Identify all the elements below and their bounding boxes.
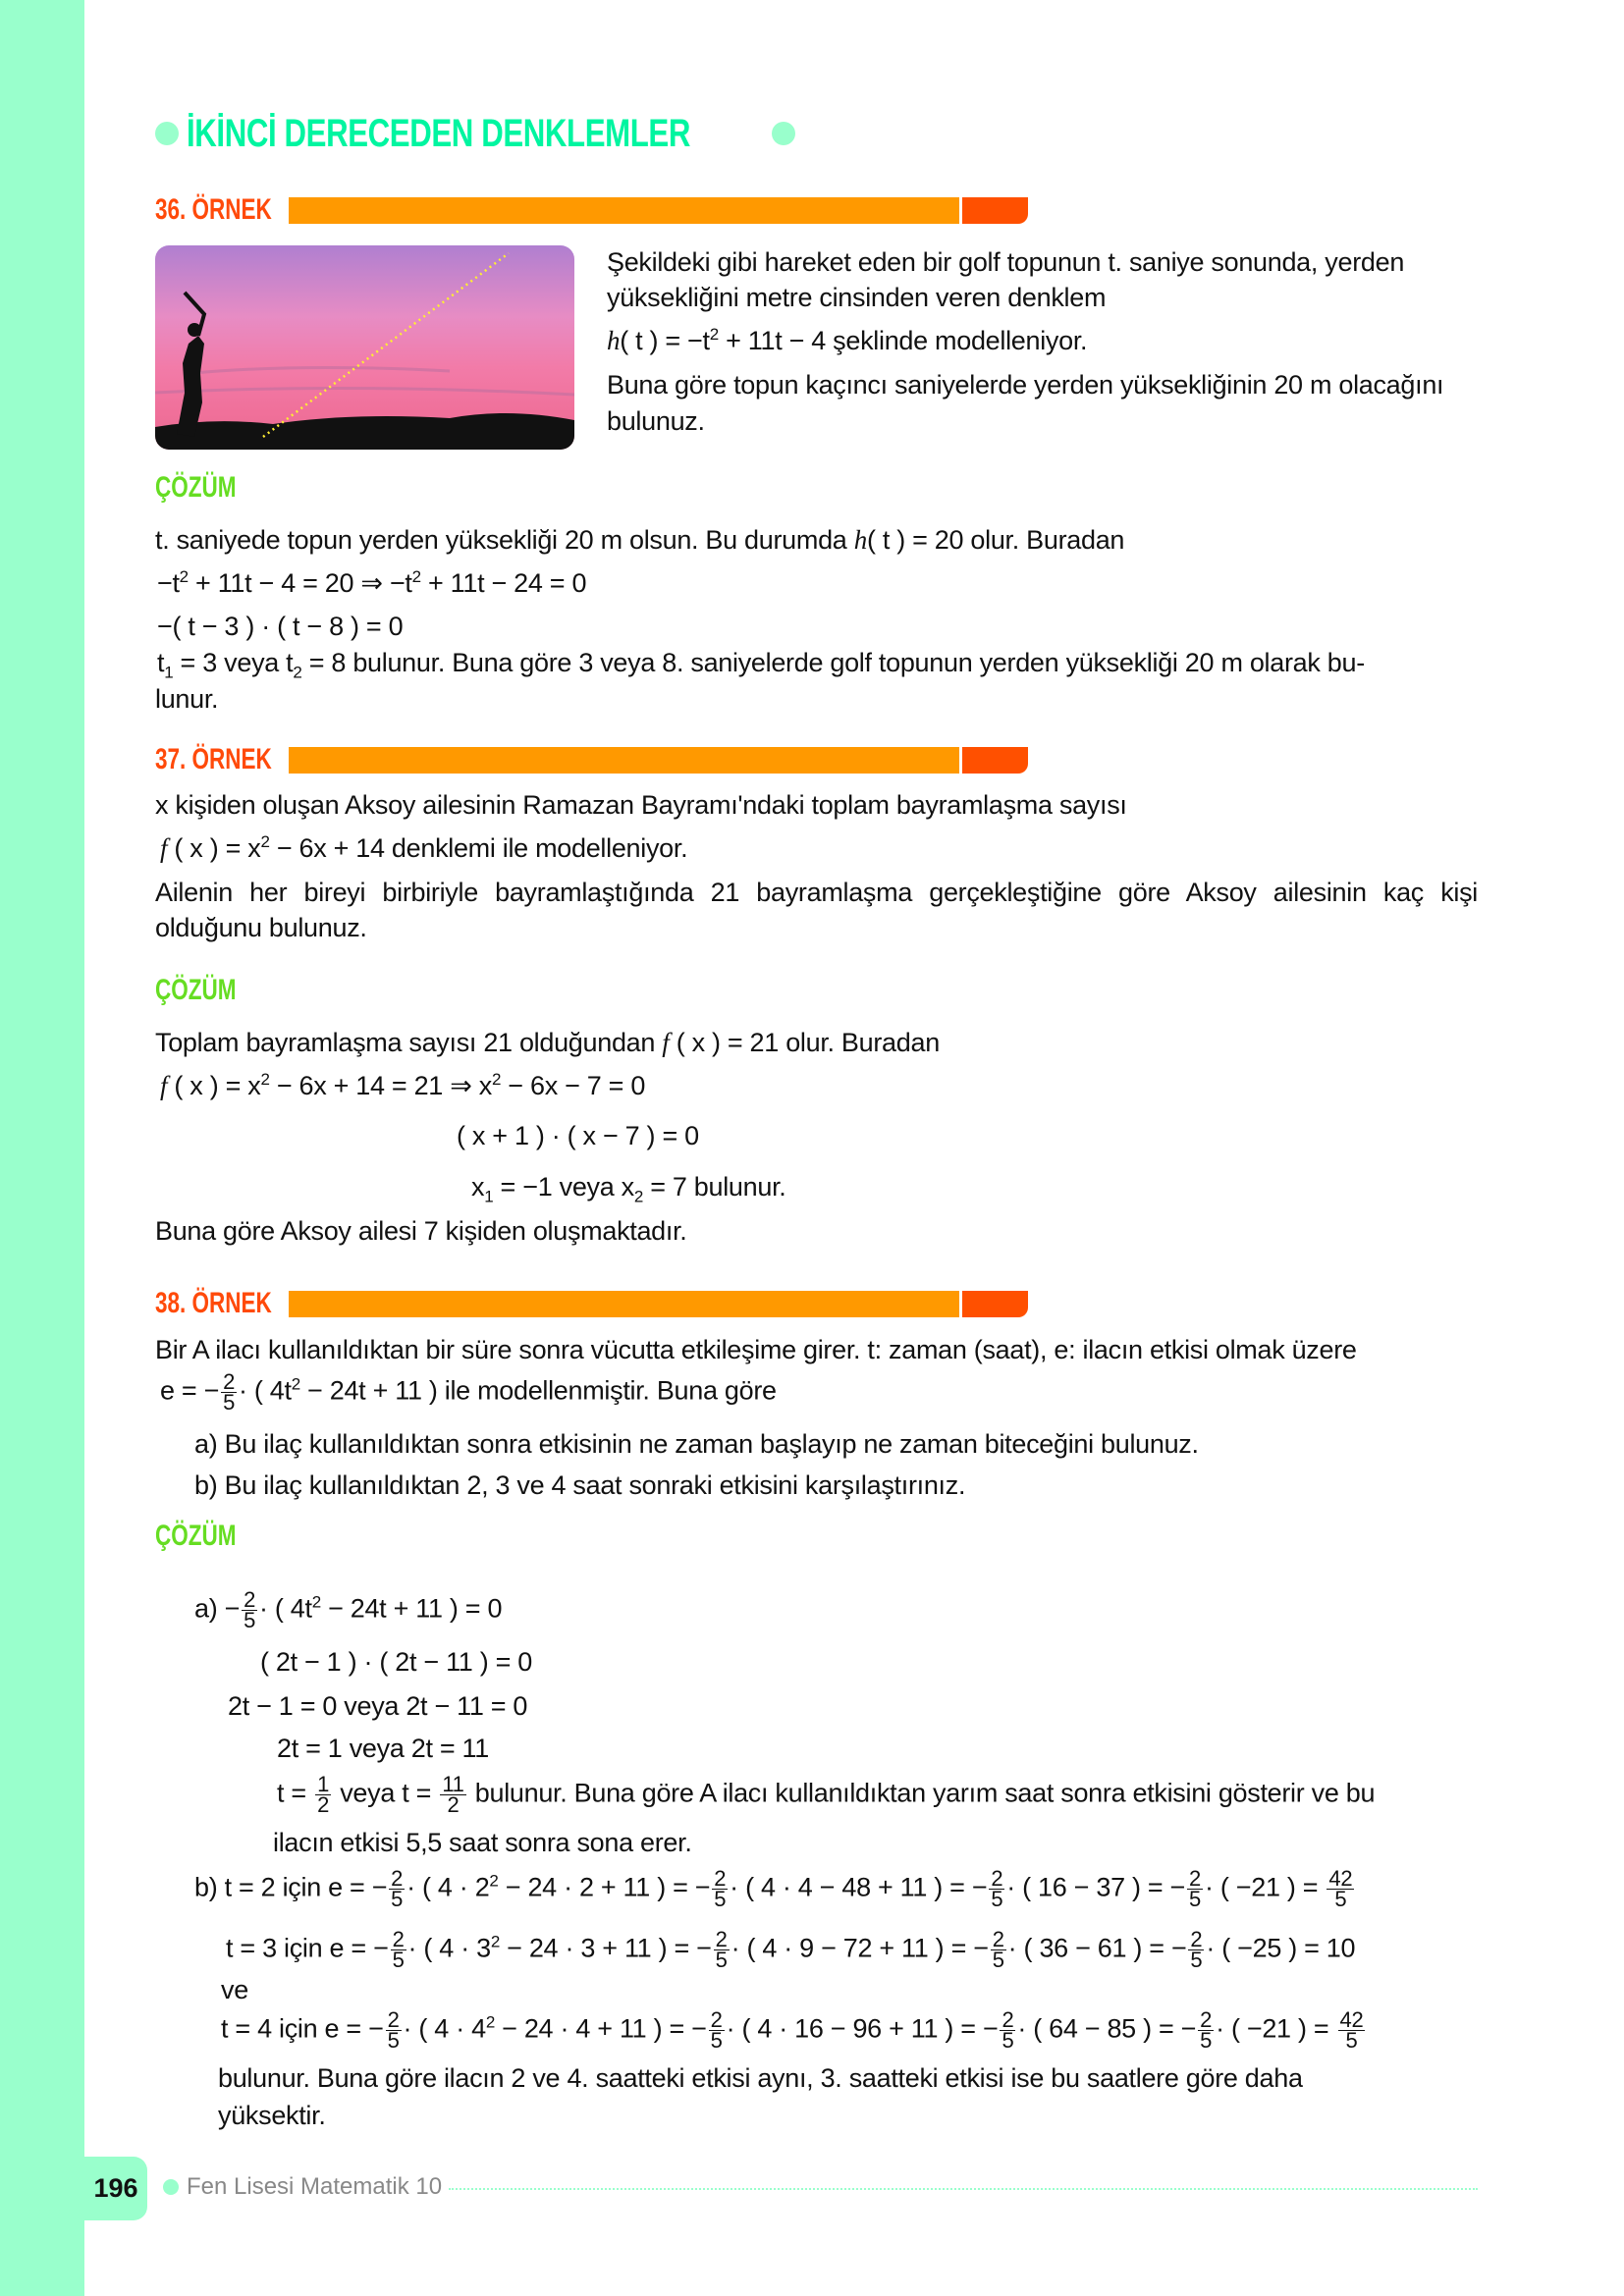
footer-book-title: [163, 2173, 442, 2201]
text-run: lunur.: [155, 684, 219, 714]
math-variable: h: [607, 326, 621, 355]
text-line: [160, 831, 687, 865]
text-run: − 6x + 14 = 21 ⇒ x: [269, 1071, 492, 1100]
text-line: [277, 1772, 1376, 1817]
denominator: 5: [714, 1887, 727, 1911]
denominator: 5: [387, 2028, 400, 2053]
text-line: [155, 1333, 1357, 1366]
text-run: a) −: [194, 1593, 241, 1624]
text-line: [155, 911, 367, 944]
text-run: − 6x + 14 denklemi ile modelleniyor.: [269, 833, 688, 863]
superscript: 2: [311, 1592, 321, 1612]
text-run: · ( 4 · 2: [406, 1872, 490, 1902]
text-line: [157, 646, 1365, 682]
text-line: [607, 281, 1106, 314]
numerator: 2: [991, 1866, 1003, 1891]
header-bar: [289, 197, 959, 224]
fraction: [1338, 2007, 1366, 2053]
superscript: 2: [485, 2012, 495, 2032]
text-run: · ( 4 · 3: [407, 1933, 491, 1963]
numerator: 2: [1190, 1927, 1203, 1951]
fraction: [989, 1866, 1004, 1911]
fraction: [440, 1772, 465, 1817]
numerator: 2: [1001, 2007, 1014, 2032]
numerator: 2: [710, 2007, 723, 2032]
fraction: [1198, 2007, 1214, 2053]
text-line: [221, 1973, 248, 2006]
example-label: 38. ÖRNEK: [155, 1287, 272, 1319]
fraction: [1187, 1866, 1203, 1911]
text-run: = 7 bulunur.: [643, 1172, 786, 1201]
text-run: ( 2t − 1 ) · ( 2t − 11 ) = 0: [260, 1647, 532, 1677]
text-run: − 6x − 7 = 0: [501, 1071, 646, 1100]
text-line: [194, 1587, 503, 1632]
text-run: − 24 · 4 + 11 ) = −: [494, 2013, 707, 2044]
superscript: 2: [490, 1932, 500, 1951]
denominator: 5: [1345, 2028, 1358, 2053]
fraction: [221, 1369, 237, 1415]
solution-label: ÇÖZÜM: [155, 974, 237, 1006]
numerator: 2: [992, 1927, 1004, 1951]
text-run: + 11t − 4 şeklinde modelleniyor.: [718, 326, 1088, 355]
text-line: [260, 1645, 532, 1679]
text-run: · ( 64 − 85 ) = −: [1017, 2013, 1197, 2044]
text-line: [160, 1069, 645, 1102]
fraction: [712, 1866, 728, 1911]
text-run: · ( 4 · 4: [403, 2013, 486, 2044]
denominator: 5: [1190, 1948, 1203, 1972]
numerator: 2: [387, 2007, 400, 2032]
text-run: ve: [221, 1975, 248, 2004]
text-run: = 8 bulunur. Buna göre 3 veya 8. saniyelerde golf topunun yerden yüksekliği 20 m olarak bu-: [301, 648, 1365, 677]
text-run: t =: [277, 1778, 314, 1808]
text-line: [607, 404, 705, 438]
text-line: [221, 2007, 1367, 2053]
text-line: [155, 1214, 687, 1248]
text-line: [160, 1369, 777, 1415]
text-line: [194, 1427, 1199, 1461]
text-run: · ( 4 · 9 − 72 + 11 ) = −: [731, 1933, 989, 1963]
text-line: [607, 368, 1443, 401]
text-run: · ( −21 ) =: [1204, 1872, 1326, 1902]
math-variable: h: [853, 525, 867, 555]
denominator: 5: [710, 2028, 723, 2053]
text-line: [273, 1826, 692, 1859]
text-line: [228, 1689, 527, 1723]
fraction: [315, 1772, 331, 1817]
numerator: 42: [1328, 1866, 1353, 1891]
denominator: 5: [1001, 2028, 1014, 2053]
subscript: 1: [164, 663, 174, 682]
text-run: 2t = 1 veya 2t = 11: [277, 1734, 489, 1763]
text-run: + 11t − 4 = 20 ⇒ −t: [188, 568, 412, 598]
text-run: t: [157, 648, 165, 677]
text-run: t = 3 için e = −: [226, 1933, 389, 1963]
denominator: 5: [1334, 1887, 1347, 1911]
text-line: [471, 1170, 786, 1206]
text-run: veya t =: [333, 1778, 439, 1808]
fraction: [389, 1866, 405, 1911]
denominator: 2: [317, 1792, 330, 1817]
text-run: ( t ) = 20 olur. Buradan: [866, 525, 1125, 555]
text-run: · ( 4 · 4 − 48 + 11 ) = −: [730, 1872, 988, 1902]
text-run: −( t − 3 ) · ( t − 8 ) = 0: [157, 612, 404, 641]
denominator: 5: [223, 1390, 235, 1415]
text-run: · ( 36 − 61 ) = −: [1007, 1933, 1187, 1963]
bullet-dot-icon: [163, 2179, 179, 2195]
text-run: ( x ) = x: [167, 1071, 261, 1100]
math-variable: f: [662, 1028, 670, 1057]
book-title: Fen Lisesi Matematik 10: [187, 2173, 443, 2200]
numerator: 2: [715, 1927, 728, 1951]
bullet-dot-icon: [772, 122, 795, 145]
subscript: 2: [293, 663, 302, 682]
text-run: olduğunu bulunuz.: [155, 913, 367, 942]
numerator: 2: [392, 1927, 405, 1951]
text-run: x kişiden oluşan Aksoy ailesinin Ramazan Bayramı'ndaki toplam bayramlaşma sayısı: [155, 790, 1127, 820]
superscript: 2: [260, 832, 270, 851]
denominator: 5: [391, 1887, 404, 1911]
bullet-dot-icon: [155, 122, 179, 145]
superscript: 2: [709, 325, 719, 344]
text-run: − 24t + 11 ) = 0: [320, 1593, 503, 1624]
text-run: ( x + 1 ) · ( x − 7 ) = 0: [457, 1121, 699, 1150]
text-run: · ( 16 − 37 ) = −: [1006, 1872, 1186, 1902]
fraction: [714, 1927, 730, 1972]
subscript: 2: [633, 1187, 644, 1206]
denominator: 2: [447, 1792, 460, 1817]
text-line: [157, 566, 586, 600]
text-line: [218, 2061, 1303, 2095]
superscript: 2: [489, 1871, 499, 1891]
fraction: [1000, 2007, 1015, 2053]
example-label: 37. ÖRNEK: [155, 743, 272, 775]
numerator: 2: [714, 1866, 727, 1891]
text-line: [155, 682, 218, 716]
header-bar-accent: [962, 1291, 1028, 1317]
page-number: 196: [84, 2157, 147, 2220]
text-run: a) Bu ilaç kullanıldıktan sonra etkisinin ne zaman başlayıp ne zaman biteceğini bulunuz.: [194, 1429, 1199, 1459]
text-line: [194, 1866, 1356, 1911]
fraction: [1188, 1927, 1204, 1972]
text-run: −t: [157, 568, 180, 598]
text-run: x: [471, 1172, 485, 1201]
text-run: ( x ) = 21 olur. Buradan: [669, 1028, 940, 1057]
numerator: 2: [391, 1866, 404, 1891]
denominator: 5: [244, 1608, 256, 1632]
text-run: − 24 · 2 + 11 ) = −: [498, 1872, 711, 1902]
text-run: = −1 veya x: [493, 1172, 634, 1201]
text-line: [155, 876, 1478, 909]
text-run: ilacın etkisi 5,5 saat sonra sona erer.: [273, 1828, 692, 1857]
text-run: bulunuz.: [607, 406, 705, 436]
text-run: · ( −21 ) =: [1216, 2013, 1336, 2044]
superscript: 2: [179, 567, 189, 586]
denominator: 5: [992, 1948, 1004, 1972]
text-line: [457, 1119, 699, 1152]
text-run: − 24t + 11 ) ile modellenmiştir. Buna göre: [299, 1375, 777, 1406]
text-run: b) Bu ilaç kullanıldıktan 2, 3 ve 4 saat sonraki etkisini karşılaştırınız.: [194, 1470, 966, 1500]
numerator: 42: [1339, 2007, 1364, 2032]
text-line: [155, 523, 1124, 557]
solution-label: ÇÖZÜM: [155, 471, 237, 504]
numerator: 2: [223, 1369, 235, 1394]
text-run: − 24 · 3 + 11 ) = −: [499, 1933, 712, 1963]
header-bar: [289, 747, 959, 774]
text-run: yüksektir.: [218, 2101, 326, 2130]
fraction: [709, 2007, 725, 2053]
text-run: · ( 4 · 16 − 96 + 11 ) = −: [726, 2013, 999, 2044]
text-run: · ( 4t: [239, 1375, 292, 1406]
header-bar-accent: [962, 747, 1028, 774]
solution-label: ÇÖZÜM: [155, 1520, 237, 1552]
denominator: 5: [1189, 1887, 1201, 1911]
text-run: Ailenin her bireyi birbiriyle bayramlaştığında 21 bayramlaşma gerçekleştiğine göre Aksoy ailesinin kaç kişi: [155, 878, 1478, 907]
text-line: [277, 1732, 489, 1765]
text-run: bulunur. Buna göre ilacın 2 ve 4. saatteki etkisi aynı, 3. saatteki etkisi ise bu saatlere göre daha: [218, 2063, 1303, 2093]
text-run: t. saniyede topun yerden yüksekliği 20 m olsun. Bu durumda: [155, 525, 854, 555]
text-line: [226, 1927, 1356, 1972]
denominator: 5: [991, 1887, 1003, 1911]
text-line: [607, 324, 1087, 357]
side-strip: [0, 0, 84, 2296]
text-run: e = −: [160, 1375, 220, 1406]
text-run: yüksekliğini metre cinsinden veren denklem: [607, 283, 1107, 312]
golfer-image: [155, 245, 574, 450]
text-run: ( t ) = −t: [620, 326, 710, 355]
footer-divider: [449, 2188, 1478, 2190]
text-line: [157, 610, 403, 643]
text-run: t = 4 için e = −: [221, 2013, 384, 2044]
superscript: 2: [411, 567, 421, 586]
text-run: bulunur. Buna göre A ilacı kullanıldıktan yarım saat sonra etkisini gösterir ve bu: [467, 1778, 1376, 1808]
text-run: Toplam bayramlaşma sayısı 21 olduğundan: [155, 1028, 663, 1057]
numerator: 11: [442, 1772, 464, 1796]
text-run: ( x ) = x: [167, 833, 261, 863]
text-line: [155, 1026, 940, 1059]
text-run: · ( 4t: [259, 1593, 312, 1624]
fraction: [391, 1927, 406, 1972]
superscript: 2: [291, 1374, 300, 1394]
text-run: Bir A ilacı kullanıldıktan bir süre sonra vücutta etkileşime girer. t: zaman (saat), e: ilacın etkisi olmak üzere: [155, 1335, 1357, 1364]
text-run: = 3 veya t: [173, 648, 294, 677]
fraction: [1326, 1866, 1354, 1911]
fraction: [386, 2007, 402, 2053]
superscript: 2: [491, 1070, 502, 1089]
text-run: Buna göre topun kaçıncı saniyelerde yerden yüksekliğinin 20 m olacağını: [607, 370, 1444, 400]
header-bar: [289, 1291, 959, 1317]
text-run: · ( −25 ) = 10: [1206, 1933, 1356, 1963]
section-title: [155, 110, 795, 157]
numerator: 2: [244, 1587, 256, 1612]
denominator: 5: [1200, 2028, 1213, 2053]
text-line: [155, 788, 1127, 822]
subscript: 1: [484, 1187, 494, 1206]
text-line: [194, 1468, 965, 1502]
fraction: [242, 1587, 257, 1632]
header-bar-accent: [962, 197, 1028, 224]
text-run: b) t = 2 için e = −: [194, 1872, 388, 1902]
text-run: Buna göre Aksoy ailesi 7 kişiden oluşmaktadır.: [155, 1216, 687, 1246]
text-run: 2t − 1 = 0 veya 2t − 11 = 0: [228, 1691, 528, 1721]
math-variable: f: [160, 1071, 168, 1100]
numerator: 2: [1189, 1866, 1201, 1891]
fraction: [991, 1927, 1006, 1972]
math-variable: f: [160, 833, 168, 863]
superscript: 2: [260, 1070, 270, 1089]
denominator: 5: [715, 1948, 728, 1972]
denominator: 5: [392, 1948, 405, 1972]
example-label: 36. ÖRNEK: [155, 193, 272, 226]
section-title-text: İKİNCİ DERECEDEN DENKLEMLER: [187, 111, 690, 155]
text-line: [607, 245, 1404, 279]
numerator: 2: [1200, 2007, 1213, 2032]
numerator: 1: [317, 1772, 330, 1796]
text-run: Şekildeki gibi hareket eden bir golf topunun t. saniye sonunda, yerden: [607, 247, 1405, 277]
text-run: + 11t − 24 = 0: [420, 568, 587, 598]
text-line: [218, 2099, 326, 2132]
